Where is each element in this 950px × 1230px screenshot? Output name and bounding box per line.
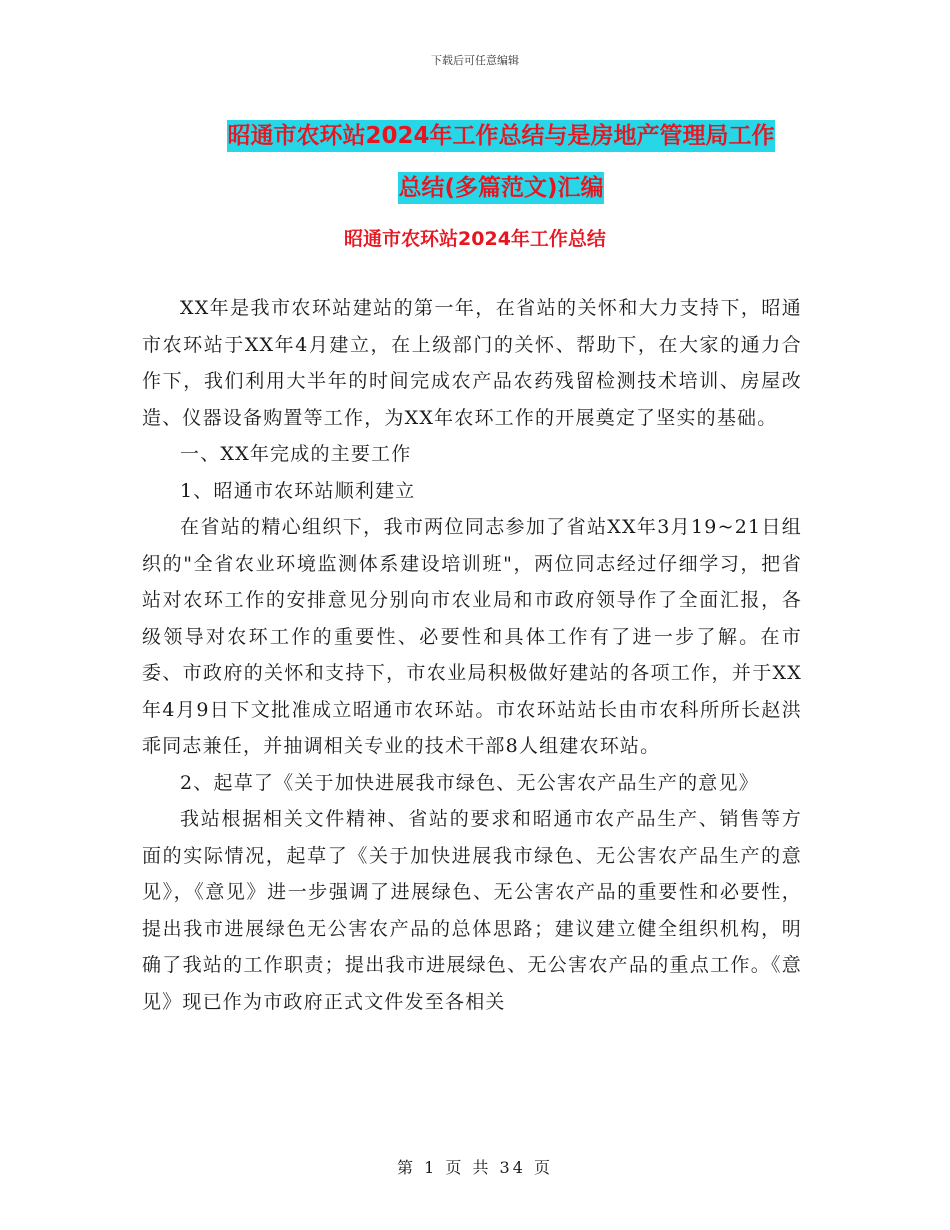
- paragraph: 一、XX年完成的主要工作: [180, 443, 412, 465]
- header-note: 下载后可任意编辑: [431, 54, 519, 67]
- paragraph: 在省站的精心组织下，我市两位同志参加了省站XX年3月19~21日组织的"全省农业环境监测体系建设培训班"，两位同志经过仔细学习，把省站对农环工作的安排意见分别向市农业局和市政府领导作了全面汇报，各级领导对农环工作的重要性、必要性和具体工作有了进一步了解。在市委、市政府的关怀和支持下，市农业局积极做好建站的各项工作，并于XX年4月9日下文批准成立昭通市农环站。市农环站站长由市农科所所长赵洪乖同志兼任，并抽调相关专业的技术干部8人组建农环站。: [142, 516, 802, 757]
- section-title: 昭通市农环站2024年工作总结: [344, 228, 606, 250]
- paragraph: 我站根据相关文件精神、省站的要求和昭通市农产品生产、销售等方面的实际情况，起草了《关于加快进展我市绿色、无公害农产品生产的意见》，《意见》进一步强调了进展绿色、无公害农产品的重要性和必要性，提出我市进展绿色无公害农产品的总体思路；建议建立健全组织机构，明确了我站的工作职责；提出我市进展绿色、无公害农产品的重点工作。《意见》现已作为市政府正式文件发至各相关: [142, 808, 802, 1013]
- document-title-line-1: 昭通市农环站2024年工作总结与是房地产管理局工作: [227, 120, 774, 152]
- document-title: [186, 110, 816, 214]
- paragraph: 2、起草了《关于加快进展我市绿色、无公害农产品生产的意见》: [180, 771, 759, 794]
- document-body: [142, 290, 802, 1020]
- page-footer: 第 1 页 共 34 页: [397, 1158, 553, 1177]
- document-title-line-2: 总结(多篇范文)汇编: [398, 172, 603, 204]
- paragraph: XX年是我市农环站建站的第一年，在省站的关怀和大力支持下，昭通市农环站于XX年4月建立，在上级部门的关怀、帮助下，在大家的通力合作下，我们利用大半年的时间完成农产品农药残留检测技术培训、房屋改造、仪器设备购置等工作，为XX年农环工作的开展奠定了坚实的基础。: [142, 297, 802, 429]
- paragraph: 1、昭通市农环站顺利建立: [180, 479, 416, 502]
